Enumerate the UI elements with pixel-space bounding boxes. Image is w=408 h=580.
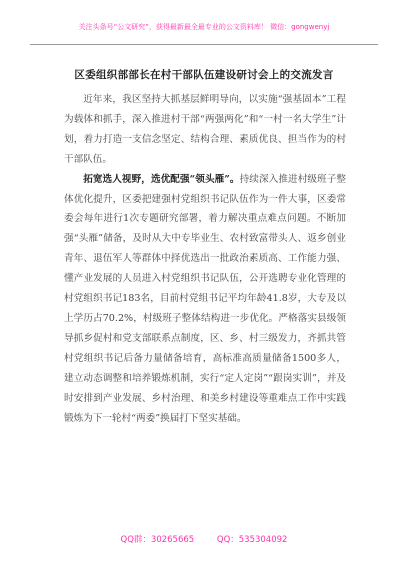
footer-contact: [30, 533, 378, 545]
body-paragraph-intro: [64, 90, 346, 170]
paragraph-text: 持续深入推进村级班子整体优化提升，区委把建强村党组织书记队伍作为一件大事，区委常委会每年进行1次专题研究部署，着力解决重点难点问题。不断加强“头雁”储备，及时从大中专毕业生、农村致富带头人、返乡创业青年、退伍军人等群体中择优选出一批政治素质高、工作能力强、懂产业发展的人员进入村党组织书记队伍，公开选聘专业化管理的村党组织书记183名，目前村党组书记平均年龄41.8岁，大专及以上学历占70.2%，村级班子整体结构进一步优化。严格落实县级领导抓乡促村和党支部联系点制度，区、乡、村三级发力，齐抓共管村党组织书记后备力量储备培育，高标准高质量储备1500多人，建立动态调整和培养锻炼机制，实行“定人定岗”“跟岗实训”，并及时安排到产业发展、乡村治理、和美乡村建设等重难点工作中实践锻炼为下一轮村“两委”换届打下坚实基础。: [64, 173, 347, 424]
header-banner: 关注头条号“公文研究”，获得最新最全最专业的公文资料库！ 微信：gongwenyj: [78, 23, 330, 31]
body-paragraph-section-1: [64, 170, 346, 429]
header-divider: [30, 44, 378, 45]
paragraph-text: 近年来，我区坚持大抓基层鲜明导向，以实施“强基固本”工程为载体和抓手，深入推进村干部“两强两化”和“一村一名大学生”计划，着力打造一支信念坚定、结构合理、素质优良、担当作为的村干部队伍。: [64, 94, 346, 165]
document-body: [64, 90, 346, 428]
footer-qq-group: QQ群：30265665: [120, 535, 195, 545]
section-heading: 拓宽选人视野，选优配强“领头雁”。: [83, 173, 240, 185]
document-title: 区委组织部部长在村干部队伍建设研讨会上的交流发言: [74, 69, 334, 81]
footer-qq-number: QQ：535304092: [216, 535, 288, 545]
